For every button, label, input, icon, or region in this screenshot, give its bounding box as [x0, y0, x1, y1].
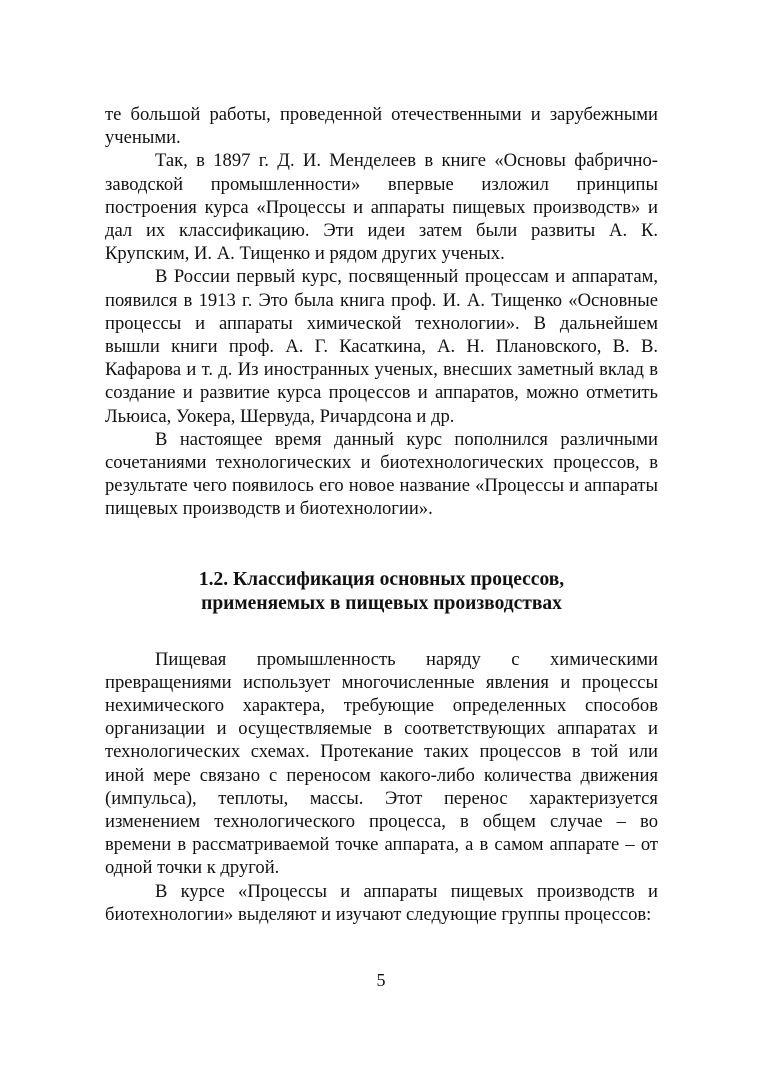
section-heading-line1: 1.2. Классификация основных процессов, — [198, 568, 565, 590]
section-heading — [105, 568, 658, 616]
page-body — [105, 103, 658, 926]
paragraph-food-industry: Пищевая промышленность наряду с химическими превращениями использует многочисленные явления и процессы нехимического характера, требующие определенных способов организации и осуществляемые в соответствующих аппаратах и технологических схемах. Протекание таких процессов в той или иной мере связано с переносом какого-либо количества движения (импульса), теплоты, массы. Этот перенос характеризуется изменением технологического процесса, в общем случае – во времени в рассматриваемой точке аппарата, а в самом аппарате – от одной точки к другой. — [105, 648, 658, 879]
paragraph-first-course: В России первый курс, посвященный процессам и аппаратам, появился в 1913 г. Это была книга проф. И. А. Тищенко «Основные процессы и аппараты химической технологии». В дальнейшем вышли книги проф. А. Г. Касаткина, А. Н. Плановского, В. В. Кафарова и т. д. Из иностранных ученых, внесших заметный вклад в создание и развитие курса процессов и аппаратов, можно отметить Льюиса, Уокера, Шервуда, Ричардсона и др. — [105, 266, 658, 427]
paragraph-mendeleev: Так, в 1897 г. Д. И. Менделеев в книге «Основы фабрично-заводской промышленности» впервые изложил принципы построения курса «Процессы и аппараты пищевых производств» и дал их классификацию. Эти идеи затем были развиты А. К. Крупским, И. А. Тищенко и рядом других ученых. — [105, 150, 658, 265]
page-number: 5 — [376, 970, 386, 990]
paragraph-current-course: В настоящее время данный курс пополнился различными сочетаниями технологических и биотехнологических процессов, в результате чего появилось его новое название «Процессы и аппараты пищевых производств и биотехнологии». — [105, 428, 658, 520]
paragraph-continuation: те большой работы, проведенной отечественными и зарубежными учеными. — [105, 104, 658, 149]
paragraph-process-groups: В курсе «Процессы и аппараты пищевых производств и биотехнологии» выделяют и изучают следующие группы процессов: — [105, 880, 658, 925]
section-heading-line2: применяемых в пищевых производствах — [201, 592, 562, 614]
